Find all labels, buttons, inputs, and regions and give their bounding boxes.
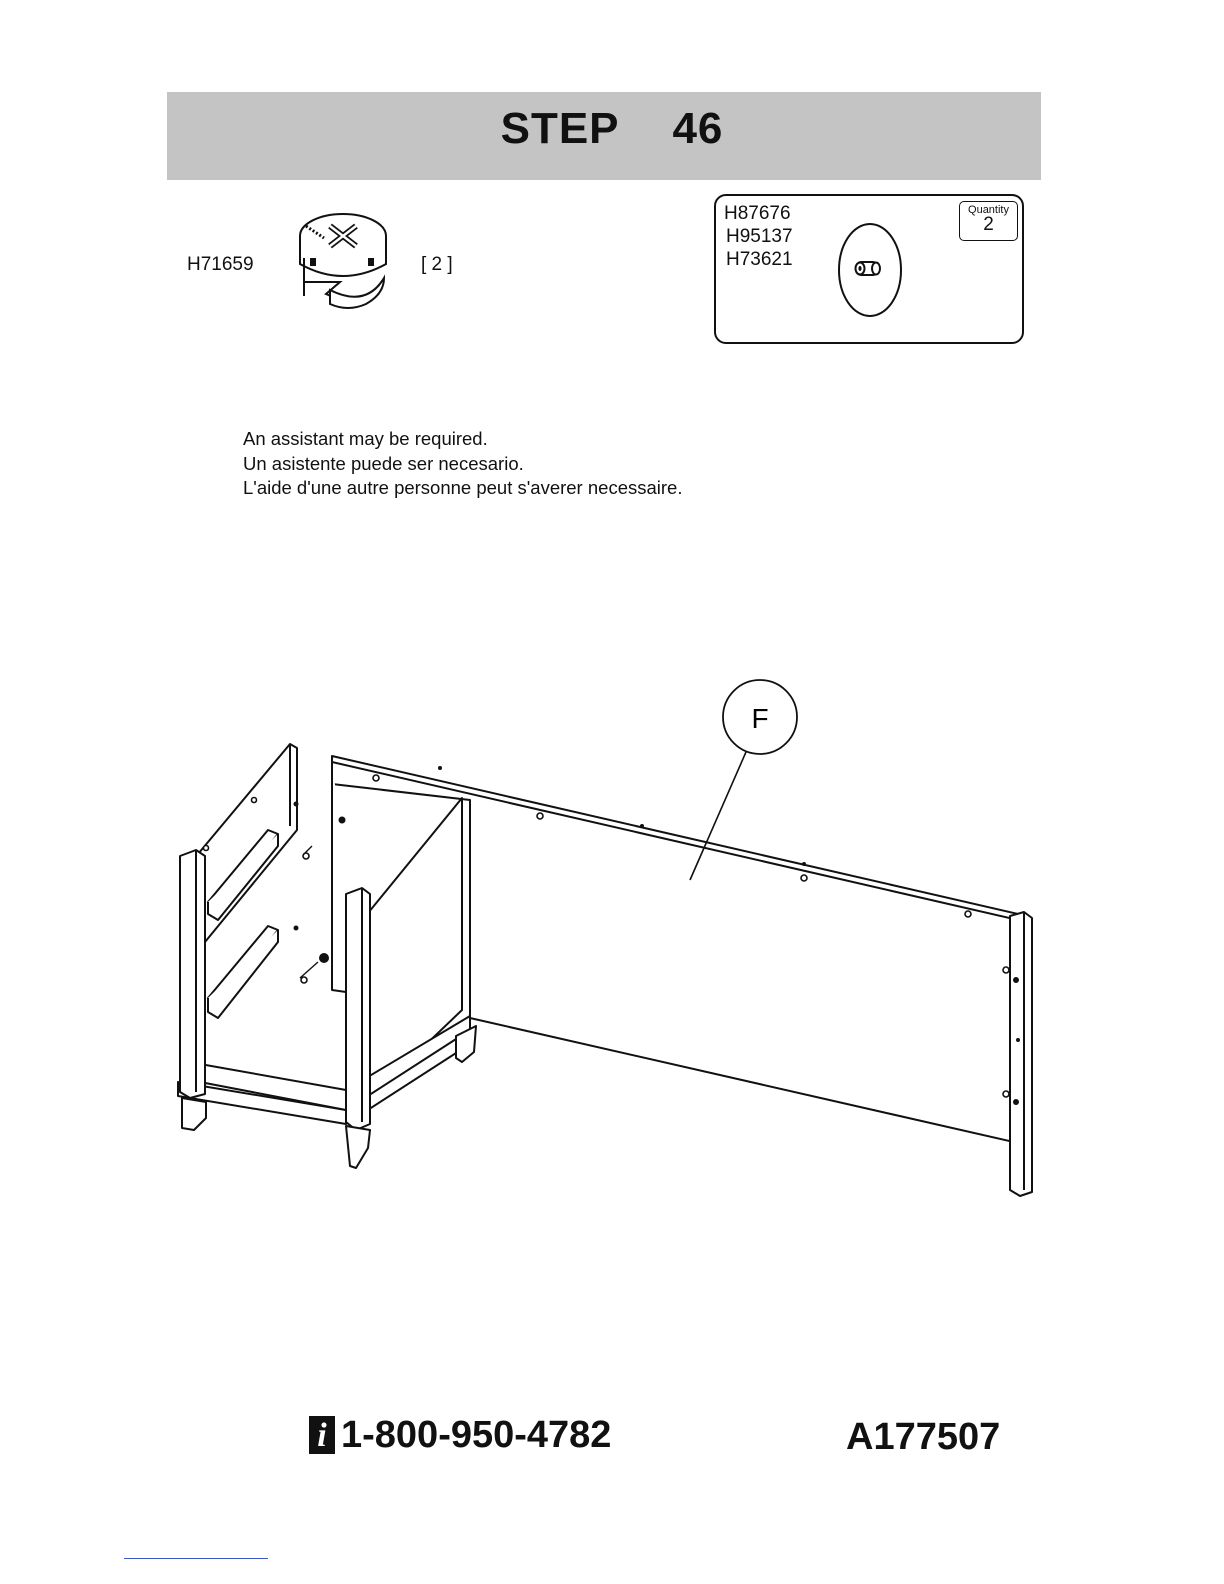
- step-label: STEP: [500, 104, 620, 153]
- note-spanish: Un asistente puede ser necesario.: [243, 452, 524, 474]
- part-f-label: F: [751, 703, 769, 734]
- cam-lock-icon: [296, 212, 390, 316]
- assembly-diagram: [170, 670, 1040, 1210]
- dowel-part-codes: [724, 202, 793, 271]
- info-icon: i: [309, 1416, 335, 1454]
- dowel-code-1: H87676: [724, 203, 791, 224]
- leg-front-left: [182, 1098, 206, 1130]
- left-front-post: [180, 850, 205, 1098]
- leg-front-middle: [346, 1126, 370, 1168]
- footer-rule: [124, 1558, 268, 1559]
- quantity-badge: [959, 201, 1018, 241]
- note-english: An assistant may be required.: [243, 428, 488, 449]
- step-title: [0, 104, 1224, 154]
- quantity-value: 2: [983, 214, 994, 235]
- dowel-code-3: H73621: [726, 249, 793, 270]
- middle-front-post: [346, 888, 370, 1130]
- help-phone: [309, 1414, 611, 1457]
- phone-number: 1-800-950-4782: [341, 1414, 612, 1456]
- model-number: A177507: [846, 1416, 1001, 1458]
- assistant-notes: [243, 427, 682, 501]
- dowel-code-2: H95137: [726, 226, 793, 247]
- right-end-post: [1010, 912, 1032, 1196]
- cam-lock-part-code: H71659: [187, 254, 254, 275]
- note-french: L'aide d'une autre personne peut s'averer necessaire.: [243, 477, 683, 498]
- step-number: 46: [672, 104, 724, 153]
- dowel-icon: [836, 222, 906, 318]
- quantity-label: Quantity: [968, 204, 1009, 216]
- cam-lock-quantity: [ 2 ]: [421, 254, 453, 275]
